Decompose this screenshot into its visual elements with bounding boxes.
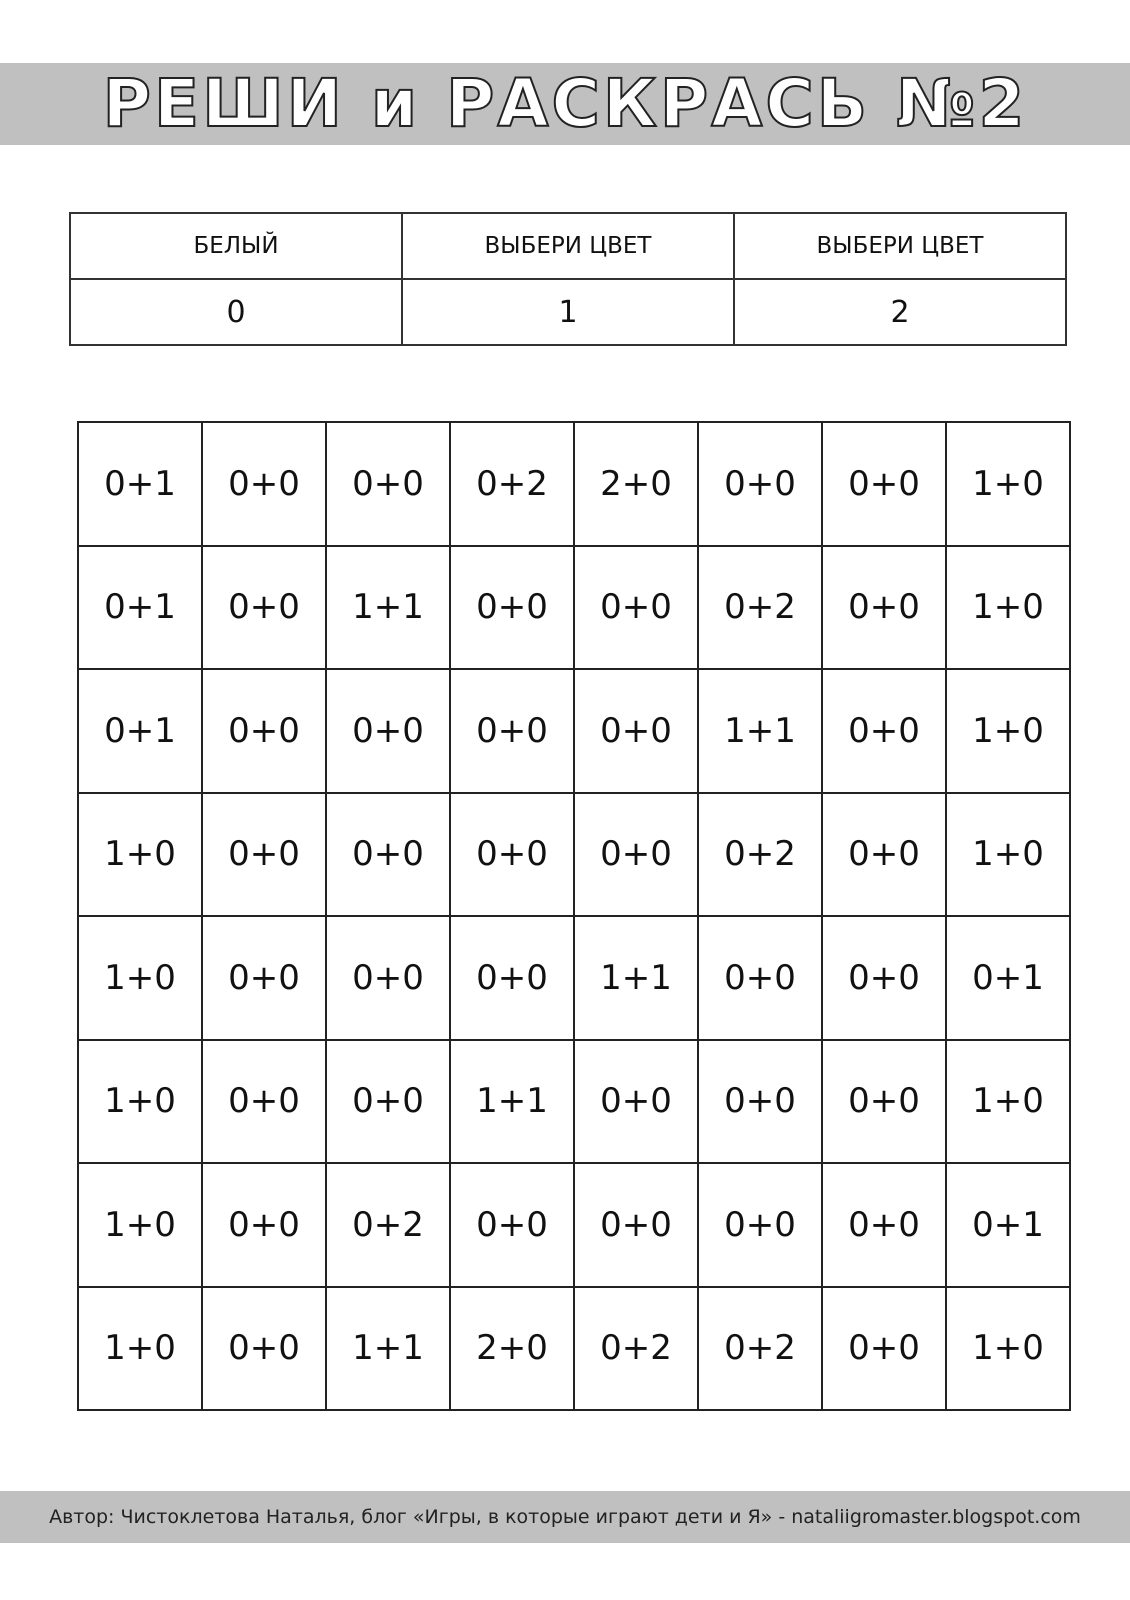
grid-cell[interactable]: 0+0 — [698, 916, 822, 1040]
grid-cell[interactable]: 0+0 — [698, 422, 822, 546]
grid-cell[interactable]: 0+0 — [450, 1163, 574, 1287]
grid-cell[interactable]: 0+0 — [822, 1287, 946, 1411]
color-legend-table — [69, 212, 1067, 346]
grid-cell[interactable]: 0+2 — [450, 422, 574, 546]
grid-cell[interactable]: 0+0 — [202, 546, 326, 670]
grid-cell[interactable]: 1+0 — [78, 793, 202, 917]
grid-cell[interactable]: 0+0 — [450, 793, 574, 917]
puzzle-grid — [77, 421, 1071, 1411]
legend-label-row — [70, 213, 1066, 279]
grid-cell[interactable]: 0+0 — [202, 1163, 326, 1287]
grid-cell[interactable]: 1+0 — [946, 422, 1070, 546]
grid-cell[interactable]: 0+2 — [698, 1287, 822, 1411]
grid-cell[interactable]: 0+2 — [326, 1163, 450, 1287]
grid-cell[interactable]: 1+1 — [450, 1040, 574, 1164]
legend-value-1: 1 — [402, 279, 734, 345]
grid-cell[interactable]: 0+0 — [822, 546, 946, 670]
legend-value-2: 2 — [734, 279, 1066, 345]
grid-cell[interactable]: 0+0 — [698, 1040, 822, 1164]
grid-row — [78, 546, 1070, 670]
grid-row — [78, 1287, 1070, 1411]
grid-cell[interactable]: 0+1 — [78, 669, 202, 793]
grid-cell[interactable]: 0+0 — [698, 1163, 822, 1287]
grid-cell[interactable]: 1+0 — [78, 1040, 202, 1164]
grid-cell[interactable]: 1+0 — [946, 1040, 1070, 1164]
legend-label-color-2: ВЫБЕРИ ЦВЕТ — [734, 213, 1066, 279]
grid-cell[interactable]: 0+0 — [326, 422, 450, 546]
title-band — [0, 63, 1130, 145]
legend-label-color-1: ВЫБЕРИ ЦВЕТ — [402, 213, 734, 279]
grid-cell[interactable]: 0+0 — [574, 793, 698, 917]
grid-cell[interactable]: 0+0 — [822, 422, 946, 546]
grid-cell[interactable]: 1+1 — [326, 546, 450, 670]
grid-cell[interactable]: 0+0 — [202, 1287, 326, 1411]
grid-row — [78, 669, 1070, 793]
legend-label-white: БЕЛЫЙ — [70, 213, 402, 279]
grid-row — [78, 793, 1070, 917]
grid-cell[interactable]: 0+2 — [698, 793, 822, 917]
grid-cell[interactable]: 0+0 — [822, 1040, 946, 1164]
grid-cell[interactable]: 0+0 — [326, 669, 450, 793]
grid-row — [78, 1163, 1070, 1287]
grid-cell[interactable]: 1+0 — [78, 1163, 202, 1287]
author-credit: Автор: Чистоклетова Наталья, блог «Игры, в которые играют дети и Я» - nataliigromaster.blogspot.com — [49, 1506, 1081, 1528]
grid-cell[interactable]: 1+0 — [78, 1287, 202, 1411]
grid-cell[interactable]: 1+0 — [946, 546, 1070, 670]
grid-cell[interactable]: 1+0 — [946, 669, 1070, 793]
grid-cell[interactable]: 0+0 — [574, 669, 698, 793]
grid-cell[interactable]: 0+0 — [574, 546, 698, 670]
grid-cell[interactable]: 2+0 — [574, 422, 698, 546]
grid-cell[interactable]: 1+1 — [326, 1287, 450, 1411]
grid-row — [78, 1040, 1070, 1164]
page-title: РЕШИ и РАСКРАСЬ №2 — [102, 65, 1028, 142]
grid-cell[interactable]: 0+0 — [326, 1040, 450, 1164]
grid-cell[interactable]: 0+0 — [574, 1163, 698, 1287]
grid-cell[interactable]: 0+0 — [202, 793, 326, 917]
grid-cell[interactable]: 0+0 — [450, 546, 574, 670]
grid-cell[interactable]: 0+0 — [326, 793, 450, 917]
grid-cell[interactable]: 1+0 — [946, 793, 1070, 917]
grid-row — [78, 916, 1070, 1040]
grid-cell[interactable]: 0+0 — [202, 422, 326, 546]
grid-cell[interactable]: 0+0 — [202, 1040, 326, 1164]
grid-cell[interactable]: 0+1 — [946, 1163, 1070, 1287]
grid-cell[interactable]: 0+1 — [946, 916, 1070, 1040]
grid-cell[interactable]: 2+0 — [450, 1287, 574, 1411]
grid-cell[interactable]: 0+2 — [698, 546, 822, 670]
grid-cell[interactable]: 1+1 — [574, 916, 698, 1040]
grid-cell[interactable]: 0+0 — [450, 916, 574, 1040]
grid-cell[interactable]: 1+0 — [78, 916, 202, 1040]
grid-cell[interactable]: 0+0 — [202, 916, 326, 1040]
grid-cell[interactable]: 0+0 — [326, 916, 450, 1040]
grid-cell[interactable]: 0+0 — [822, 669, 946, 793]
grid-cell[interactable]: 0+1 — [78, 546, 202, 670]
grid-cell[interactable]: 0+0 — [574, 1040, 698, 1164]
grid-cell[interactable]: 0+0 — [450, 669, 574, 793]
legend-value-row — [70, 279, 1066, 345]
grid-cell[interactable]: 1+0 — [946, 1287, 1070, 1411]
grid-cell[interactable]: 0+1 — [78, 422, 202, 546]
footer-band — [0, 1491, 1130, 1543]
grid-cell[interactable]: 0+2 — [574, 1287, 698, 1411]
grid-row — [78, 422, 1070, 546]
grid-cell[interactable]: 0+0 — [822, 916, 946, 1040]
grid-cell[interactable]: 0+0 — [822, 1163, 946, 1287]
legend-value-0: 0 — [70, 279, 402, 345]
grid-cell[interactable]: 0+0 — [202, 669, 326, 793]
grid-cell[interactable]: 0+0 — [822, 793, 946, 917]
grid-cell[interactable]: 1+1 — [698, 669, 822, 793]
